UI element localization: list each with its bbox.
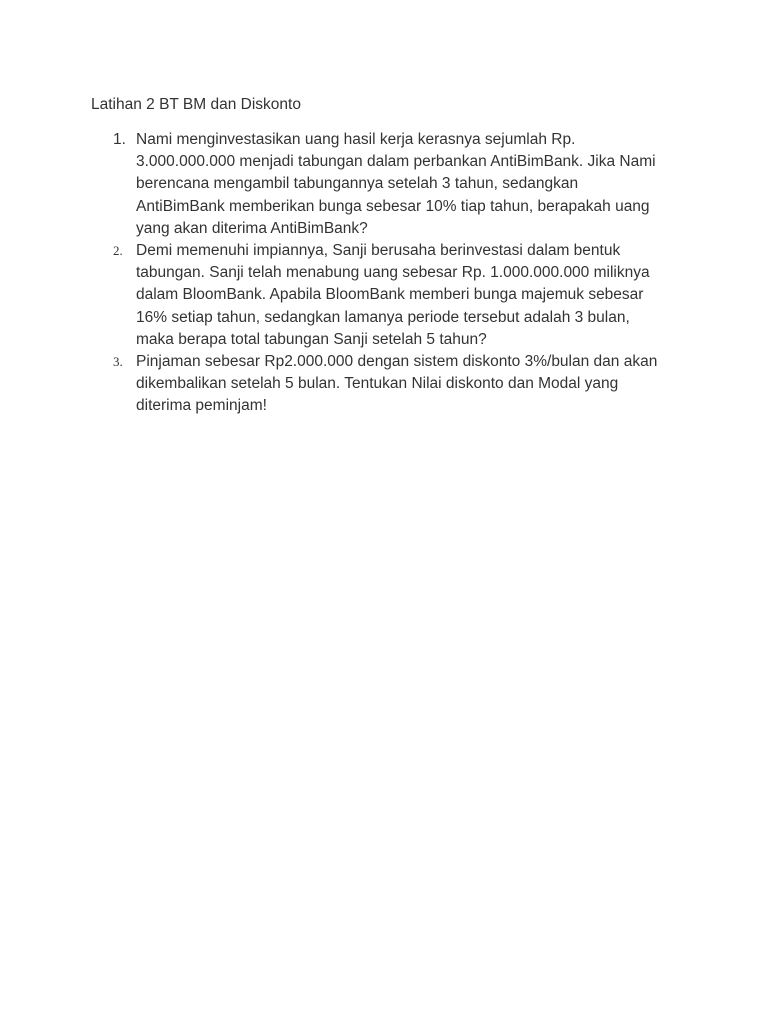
question-line: berencana mengambil tabungannya setelah 3 tahun, sedangkan <box>136 175 579 193</box>
question-list <box>91 129 681 418</box>
question-line: Demi memenuhi impiannya, Sanji berusaha berinvestasi dalam bentuk <box>136 242 621 260</box>
question-line: Pinjaman sebesar Rp2.000.000 dengan sistem diskonto 3%/bulan dan akan <box>136 353 658 371</box>
question-line: dikembalikan setelah 5 bulan. Tentukan Nilai diskonto dan Modal yang <box>136 375 619 393</box>
document-title: Latihan 2 BT BM dan Diskonto <box>91 96 301 113</box>
question-number: 1. <box>113 131 126 148</box>
question-3 <box>91 351 681 418</box>
question-line: yang akan diterima AntiBimBank? <box>136 219 368 237</box>
question-line: 3.000.000.000 menjadi tabungan dalam perbankan AntiBimBank. Jika Nami <box>136 153 656 171</box>
question-line: maka berapa total tabungan Sanji setelah 5 tahun? <box>136 330 487 348</box>
question-line: tabungan. Sanji telah menabung uang sebesar Rp. 1.000.000.000 miliknya <box>136 264 650 282</box>
question-line: diterima peminjam! <box>136 397 267 415</box>
question-1 <box>91 129 681 240</box>
question-number: 3. <box>113 354 123 370</box>
question-line: AntiBimBank memberikan bunga sebesar 10% tiap tahun, berapakah uang <box>136 197 650 215</box>
question-number: 2. <box>113 243 123 259</box>
question-line: Nami menginvestasikan uang hasil kerja kerasnya sejumlah Rp. <box>136 131 576 148</box>
question-line: dalam BloomBank. Apabila BloomBank memberi bunga majemuk sebesar <box>136 286 644 304</box>
question-2 <box>91 240 681 351</box>
question-line: 16% setiap tahun, sedangkan lamanya periode tersebut adalah 3 bulan, <box>136 308 630 326</box>
